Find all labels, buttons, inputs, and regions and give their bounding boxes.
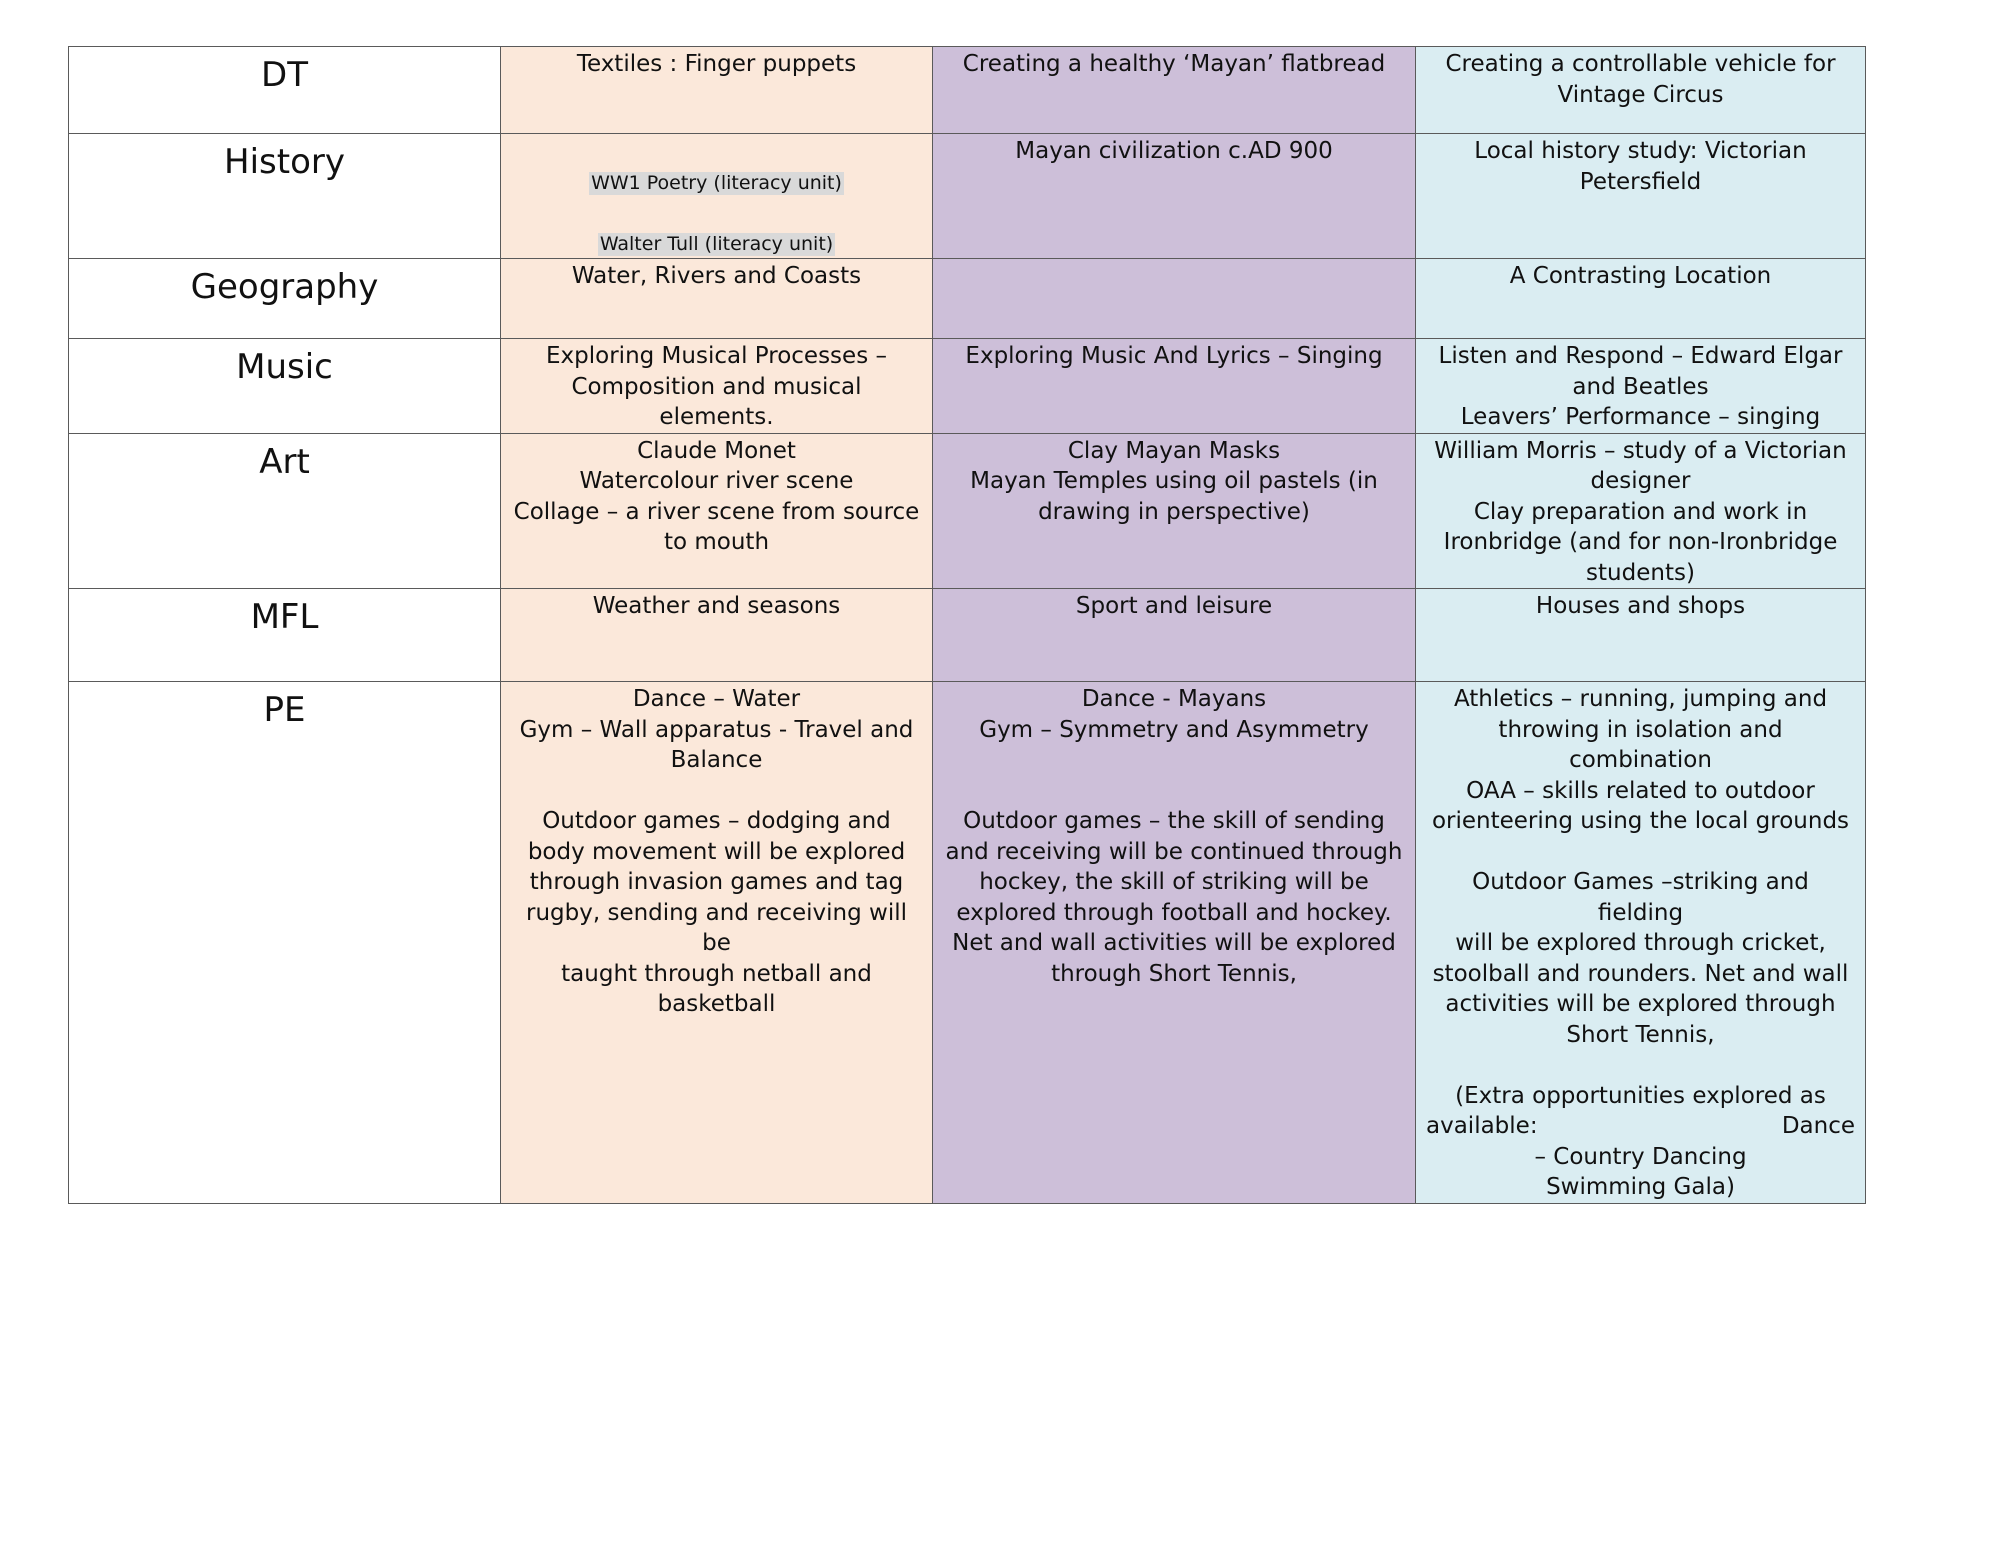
table-row-geography [69, 259, 1866, 339]
term2-music-cell: Exploring Music And Lyrics – Singing [933, 339, 1416, 434]
term3-mfl-cell: Houses and shops [1416, 589, 1866, 682]
curriculum-table [68, 46, 1866, 1204]
term1-history-cell [501, 134, 933, 259]
term1-music-cell: Exploring Musical Processes – Composition and musical elements. [501, 339, 933, 434]
table-row-art [69, 433, 1866, 589]
subject-label-art: Art [69, 433, 501, 589]
subject-label-mfl: MFL [69, 589, 501, 682]
term1-geography-cell: Water, Rivers and Coasts [501, 259, 933, 339]
table-row-dt [69, 47, 1866, 134]
term2-geography-cell [933, 259, 1416, 339]
term1-dt-cell: Textiles : Finger puppets [501, 47, 933, 134]
pe-term3-main-text: Athletics – running, jumping and throwing in isolation and combination OAA – skills related to outdoor orienteering using the local grounds Outdoor Games –striking and fielding will be explored through cricket, stoolball and rounders. Net and wall activities will be explored through Short Tennis, (Extra opportunities explored as [1431, 686, 1850, 1109]
term2-mfl-cell: Sport and leisure [933, 589, 1416, 682]
subject-label-pe: PE [69, 682, 501, 1204]
highlighted-text-ww1-poetry: WW1 Poetry (literacy unit) [591, 171, 842, 194]
term2-art-cell: Clay Mayan Masks Mayan Temples using oil pastels (in drawing in perspective) [933, 433, 1416, 589]
subject-label-geography: Geography [69, 259, 501, 339]
highlighted-text-walter-tull: Walter Tull (literacy unit) [599, 232, 834, 255]
table-row-mfl [69, 589, 1866, 682]
term1-pe-cell: Dance – Water Gym – Wall apparatus - Travel and Balance Outdoor games – dodging and body movement will be explored through invasion games and tag rugby, sending and receiving will be taught through netball and basketball [501, 682, 933, 1204]
table-row-music [69, 339, 1866, 434]
pe-term3-available-label: available: [1426, 1113, 1538, 1139]
pe-term3-dance-label: Dance [1781, 1113, 1855, 1139]
term1-mfl-cell: Weather and seasons [501, 589, 933, 682]
term2-history-cell: Mayan civilization c.AD 900 [933, 134, 1416, 259]
term2-pe-cell: Dance - Mayans Gym – Symmetry and Asymmetry Outdoor games – the skill of sending and receiving will be continued through hockey, the skill of striking will be explored through football and hockey. Net and wall activities will be explored through Short Tennis, [933, 682, 1416, 1204]
subject-label-history: History [69, 134, 501, 259]
term3-pe-cell [1416, 682, 1866, 1204]
pe-term3-available-line [1426, 1111, 1855, 1142]
pe-term3-extra-tail: – Country Dancing Swimming Gala) [1534, 1143, 1747, 1200]
table-row-pe [69, 682, 1866, 1204]
subject-label-dt: DT [69, 47, 501, 134]
table-row-history [69, 134, 1866, 259]
term3-dt-cell: Creating a controllable vehicle for Vintage Circus [1416, 47, 1866, 134]
term3-geography-cell: A Contrasting Location [1416, 259, 1866, 339]
term3-art-cell: William Morris – study of a Victorian designer Clay preparation and work in Ironbridge (and for non-Ironbridge students) [1416, 433, 1866, 589]
term3-history-cell: Local history study: Victorian Petersfield [1416, 134, 1866, 259]
term3-music-cell: Listen and Respond – Edward Elgar and Beatles Leavers’ Performance – singing [1416, 339, 1866, 434]
term1-art-cell: Claude Monet Watercolour river scene Collage – a river scene from source to mouth [501, 433, 933, 589]
subject-label-music: Music [69, 339, 501, 434]
term2-dt-cell: Creating a healthy ‘Mayan’ flatbread [933, 47, 1416, 134]
